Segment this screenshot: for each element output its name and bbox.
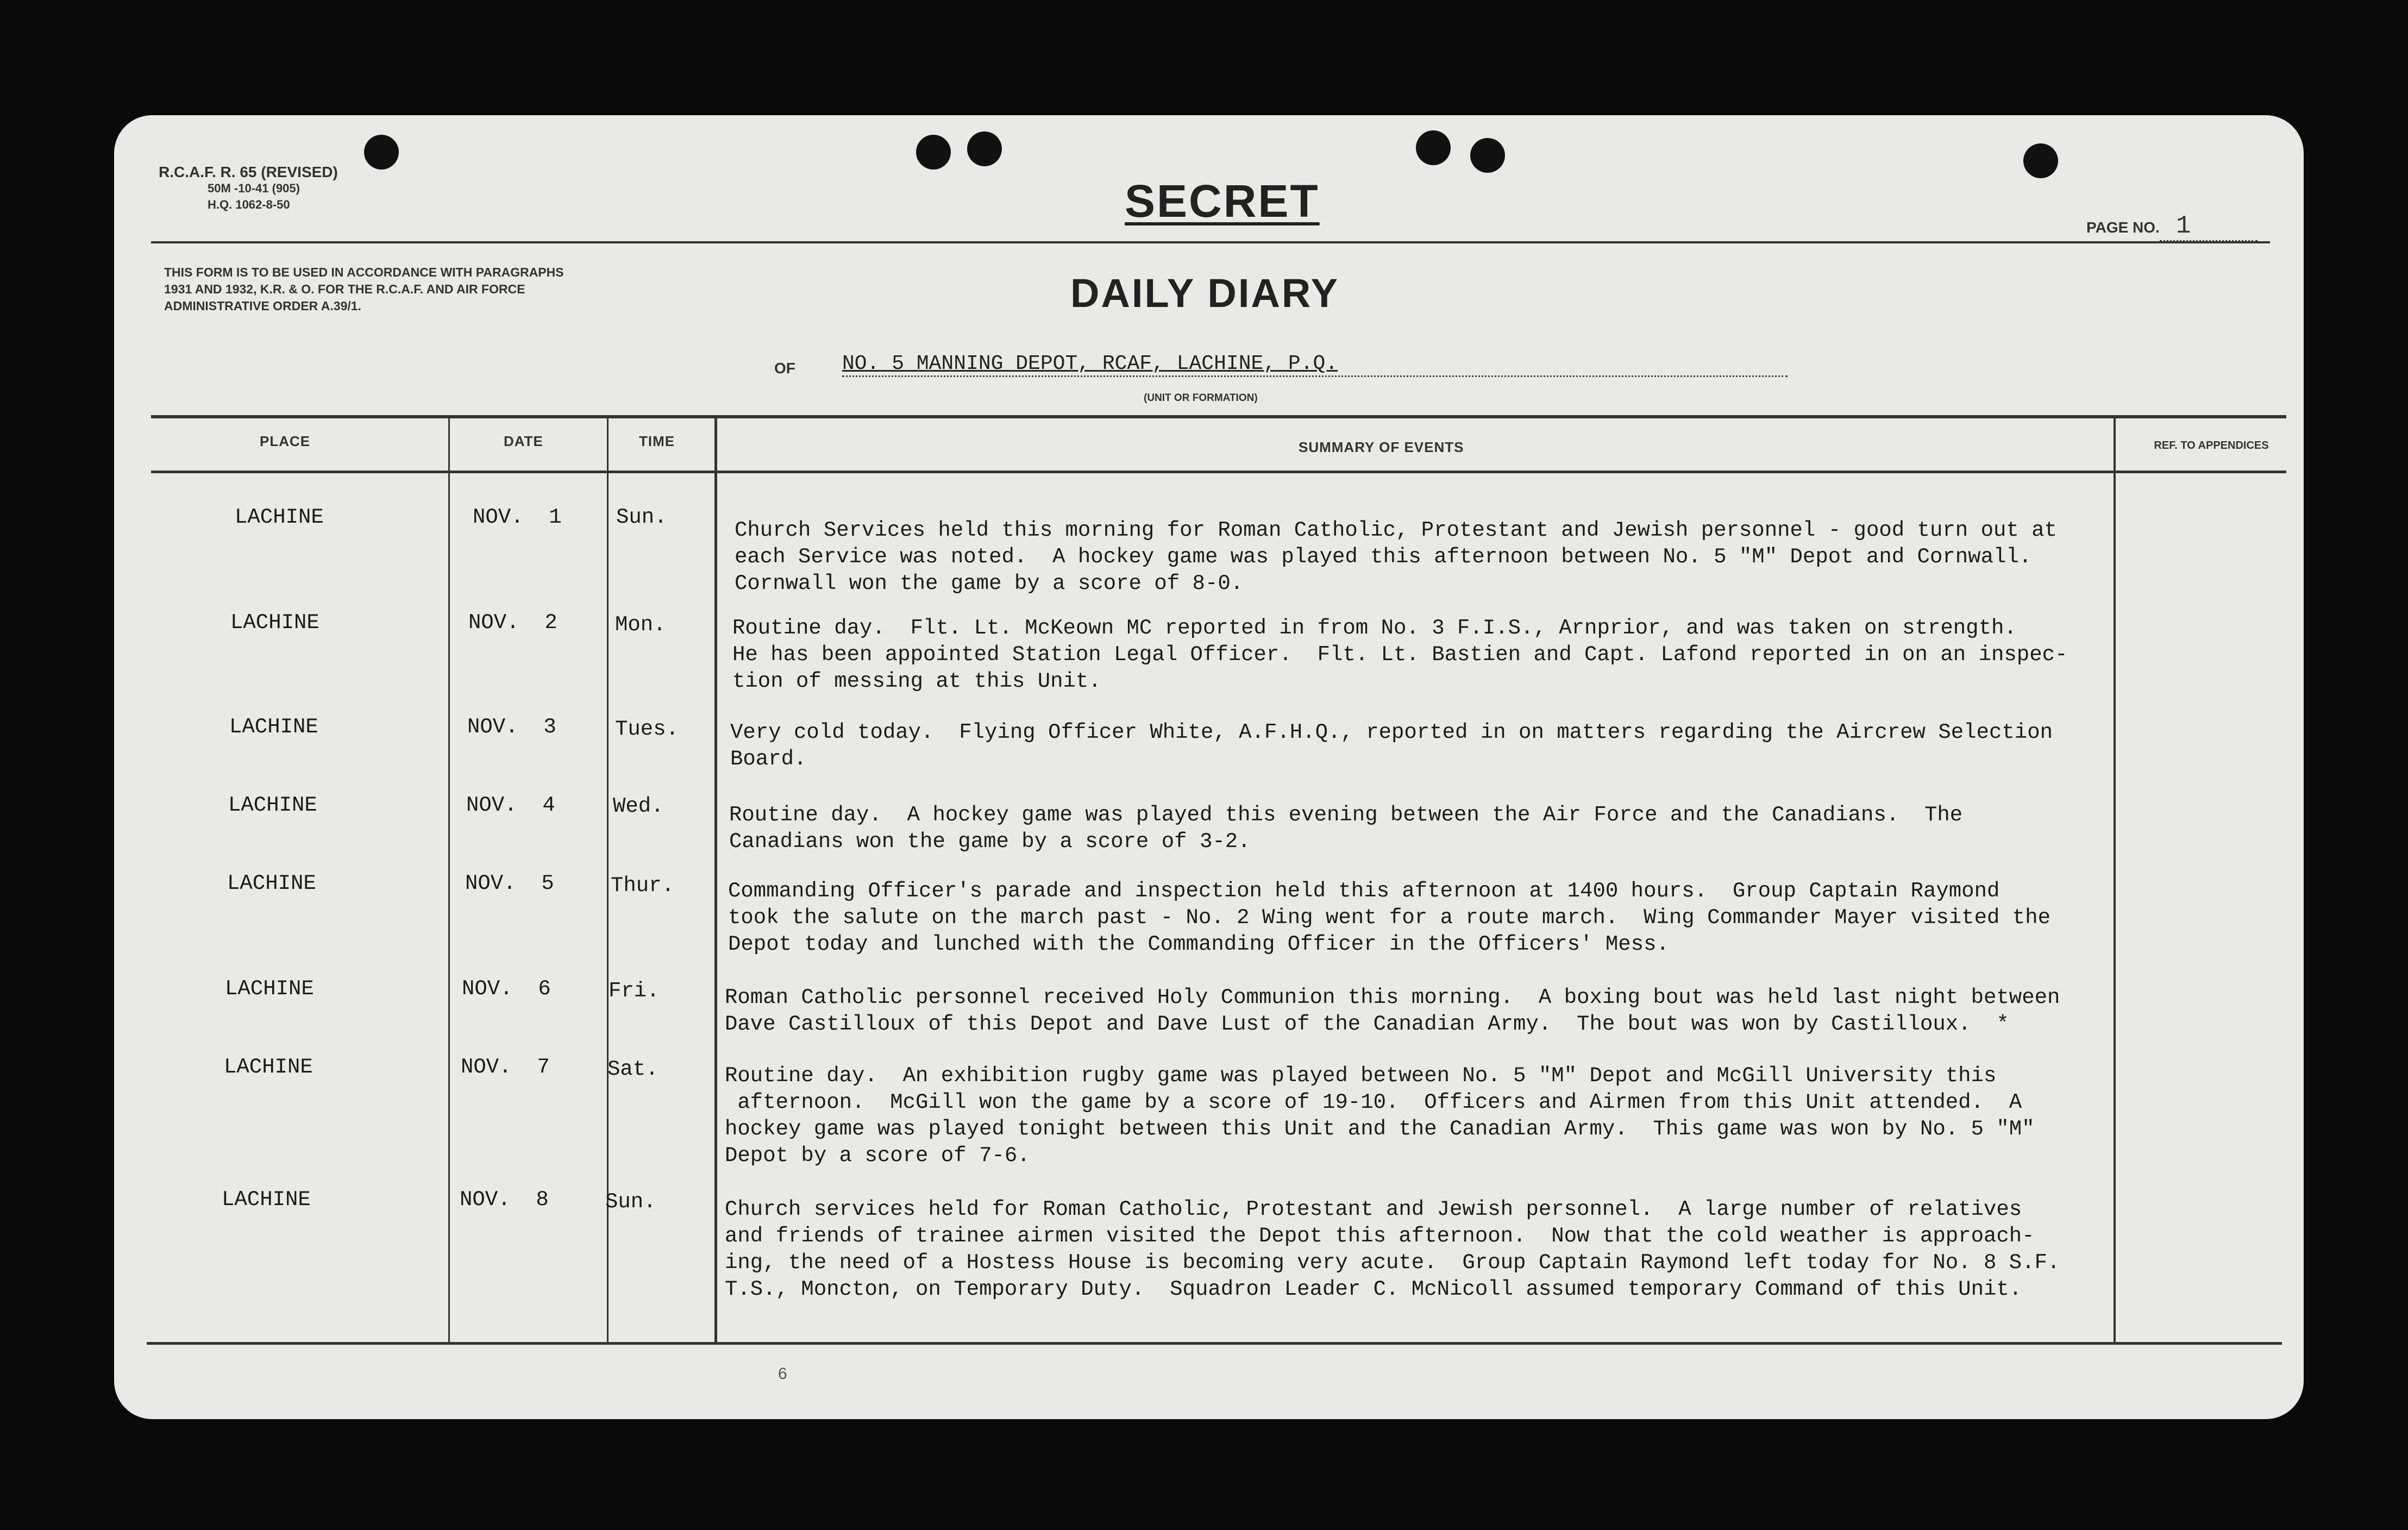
row-place: LACHINE (228, 793, 317, 817)
column-divider (714, 417, 717, 1342)
secret-heading: SECRET (1125, 175, 1320, 227)
table-header-rule (151, 471, 2286, 473)
row-summary: Roman Catholic personnel received Holy Communion this morning. A boxing bout was held last night between Dave Castilloux of this Depot and Dave Lust of the Canadian Army. The bout was won by Castilloux. * (725, 986, 2060, 1036)
column-divider (2114, 417, 2116, 1342)
row-time: Sun. (616, 505, 667, 529)
header-rule (151, 241, 2270, 243)
row-time: Wed. (613, 794, 664, 818)
row-summary: Very cold today. Flying Officer White, A.F.H.Q., reported in on matters regarding the Aircrew Selection Board. (730, 720, 2053, 771)
row-place: LACHINE (229, 715, 318, 739)
row-time: Tues. (615, 717, 679, 741)
row-place: LACHINE (230, 611, 319, 635)
row-summary: Church Services held this morning for Roman Catholic, Protestant and Jewish personnel - good turn out at each Service was noted. A hockey game was played this afternoon between No. 5 "M" Depot and Cornwall. Cornwall won the game by a score of 8-0. (735, 518, 2057, 595)
row-date: NOV. 6 (462, 977, 551, 1001)
row-place: LACHINE (224, 1055, 313, 1079)
row-date: NOV. 8 (460, 1188, 549, 1212)
punch-hole (1416, 130, 1451, 165)
column-header-time: TIME (639, 433, 675, 449)
table-bottom-rule (147, 1342, 2282, 1345)
page-number (2086, 212, 2258, 242)
row-summary: Routine day. Flt. Lt. McKeown MC reported in from No. 3 F.I.S., Arnprior, and was taken on strength. He has been appointed Station Legal Officer. Flt. Lt. Bastien and Capt. Lafond reported in on an inspec- tion of messing at this Unit. (732, 616, 2068, 693)
row-date: NOV. 1 (473, 505, 562, 529)
column-header-date: DATE (504, 433, 543, 449)
row-time: Thur. (611, 874, 675, 898)
row-place: LACHINE (235, 505, 324, 529)
punch-hole (967, 131, 1002, 166)
page-number-label: PAGE NO. (2086, 219, 2160, 236)
column-header-place: PLACE (260, 433, 311, 449)
unit-field: NO. 5 MANNING DEPOT, RCAF, LACHINE, P.Q. (842, 352, 1788, 377)
footer-mark: 6 (778, 1365, 787, 1383)
row-summary: Routine day. An exhibition rugby game was played between No. 5 "M" Depot and McGill University this afternoon. McGill won the game by a score of 19-10. Officers and Airmen from this Unit attended. A hockey game was played tonight between this Unit and the Canadian Army. This game was won by No. 5 "M" Depot by a score of 7-6. (725, 1064, 2035, 1168)
punch-hole (2023, 143, 2058, 178)
row-date: NOV. 4 (466, 793, 555, 817)
column-header-summary: SUMMARY OF EVENTS (1299, 439, 1464, 455)
row-time: Mon. (615, 613, 666, 637)
punch-hole (1470, 138, 1505, 173)
punch-hole (916, 135, 951, 170)
page-title: DAILY DIARY (1070, 271, 1339, 316)
form-number-line: H.Q. 1062-8-50 (208, 198, 290, 211)
row-place: LACHINE (227, 871, 316, 895)
row-date: NOV. 7 (461, 1055, 550, 1079)
unit-sublabel: (UNIT OR FORMATION) (1144, 392, 1258, 404)
page-number-value: 1 (2160, 212, 2258, 242)
row-summary: Church services held for Roman Catholic, Protestant and Jewish personnel. A large number of relatives and friends of trainee airmen visited the Depot this afternoon. Now that the cold weather is approach- ing, the need of a Hostess House is becoming very acute. Group Captain Raymond left today for No. 8 S.F. T.S., Moncton, on Temporary Duty. Squadron Leader C. McNicoll assumed temporary Command of this Unit. (725, 1197, 2060, 1301)
form-instructions: THIS FORM IS TO BE USED IN ACCORDANCE WITH PARAGRAPHS 1931 AND 1932, K.R. & O. FOR THE R.C.A.F. AND AIR FORCE ADMINISTRATIVE ORDER A.39/1. (164, 265, 564, 313)
column-header-ref: REF. TO APPENDICES (2154, 440, 2269, 452)
unit-of-label: OF (774, 360, 795, 377)
row-summary: Commanding Officer's parade and inspection held this afternoon at 1400 hours. Group Captain Raymond took the salute on the march past - No. 2 Wing went for a route march. Wing Commander Mayer visited the Depot today and lunched with the Commanding Officer in the Officers' Mess. (728, 879, 2050, 956)
row-date: NOV. 5 (465, 871, 554, 895)
punch-hole (364, 135, 399, 170)
row-time: Sat. (607, 1057, 659, 1081)
row-date: NOV. 3 (467, 715, 556, 739)
row-summary: Routine day. A hockey game was played this evening between the Air Force and the Canadians. The Canadians won the game by a score of 3-2. (729, 803, 1963, 854)
row-date: NOV. 2 (468, 611, 557, 635)
form-number-line: 50M -10-41 (905) (208, 181, 300, 195)
table-top-rule (151, 415, 2286, 418)
column-divider (448, 417, 450, 1342)
form-number (159, 164, 338, 213)
row-time: Sun. (605, 1190, 656, 1214)
row-place: LACHINE (222, 1188, 311, 1212)
row-place: LACHINE (225, 977, 314, 1001)
row-time: Fri. (609, 979, 660, 1003)
form-number-line: R.C.A.F. R. 65 (REVISED) (159, 164, 338, 180)
diary-form-card (114, 115, 2304, 1419)
